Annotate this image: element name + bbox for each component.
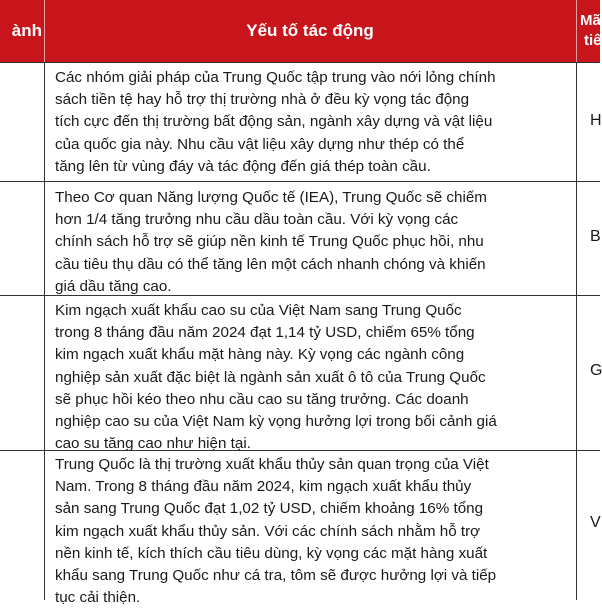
ticker-code: G [590, 362, 602, 379]
factor-text-line: giá dầu tăng cao. [55, 277, 172, 295]
factor-text-line: khẩu sang Trung Quốc như cá tra, tôm sẽ được hưởng lợi và tiếp [55, 567, 497, 585]
table-row [0, 450, 600, 610]
factor-text [55, 67, 570, 178]
header-factor-label: Yếu tố tác động [246, 21, 374, 40]
factor-text-line: trong 8 tháng đầu năm 2024 đạt 1,14 tỷ USD, chiếm 65% tổng [55, 324, 475, 342]
factor-text-line: Trung Quốc là thị trường xuất khẩu thủy sản quan trọng của Việt [55, 456, 489, 473]
header-industry-label: ành [11, 21, 42, 40]
factor-text-line: của quốc gia này. Nhu cầu vật liệu xây dựng như thép có thể [55, 135, 465, 153]
factor-text-line: Theo Cơ quan Năng lượng Quốc tế (IEA), Trung Quốc sẽ chiếm [55, 189, 487, 206]
factor-text-line: Nam. Trong 8 tháng đầu năm 2024, kim ngạch xuất khẩu thủy [55, 478, 472, 496]
factor-text-line: tăng lên từ vùng đáy và tác động đến giá thép toàn cầu. [55, 157, 431, 175]
factor-text-line: hơn 1/4 tăng trưởng nhu cầu dầu toàn cầu. Với kỳ vọng các [55, 211, 459, 229]
factor-text-line: sản sang Trung Quốc đạt 1,02 tỷ USD, chiếm khoảng 16% tổng [55, 500, 484, 518]
header-ticker-cell [576, 0, 600, 62]
factor-text-line: chính sách hỗ trợ sẽ giúp nền kinh tế Trung Quốc phục hồi, nhu [55, 233, 484, 251]
factor-text-line: sẽ phục hồi kéo theo nhu cầu cao su tăng trưởng. Các doanh [55, 390, 469, 408]
factor-text-line: nghiệp sản xuất đặc biệt là ngành sản xuất ô tô của Trung Quốc [55, 368, 486, 386]
header-ticker-label-line1: Mã [580, 12, 601, 29]
factor-text-line: Kim ngạch xuất khẩu cao su của Việt Nam sang Trung Quốc [55, 302, 462, 319]
factor-text-line: nền kinh tế, kích thích cầu tiêu dùng, kỳ vọng các mặt hàng xuất [55, 544, 488, 562]
header-industry-cell [0, 0, 44, 62]
table-header [0, 0, 600, 62]
ticker-code: H [590, 112, 602, 129]
column-divider [576, 62, 577, 600]
factor-text [55, 300, 570, 455]
table-row [0, 295, 602, 453]
header-ticker-label-line2: tiê [584, 32, 602, 49]
header-divider [576, 0, 577, 62]
factor-text [55, 187, 570, 298]
factor-text [55, 454, 570, 609]
header-divider [44, 0, 45, 62]
column-divider [44, 62, 45, 600]
factor-text-line: Các nhóm giải pháp của Trung Quốc tập trung vào nới lỏng chính [55, 69, 496, 86]
table-row [0, 181, 600, 295]
factor-text-line: kim ngạch xuất khẩu thủy sản. Với các chính sách nhằm hỗ trợ [55, 522, 481, 540]
header-factor-cell [44, 0, 576, 62]
factor-text-line: cầu tiêu thụ dầu có thể tăng lên một cách nhanh chóng và khiến [55, 255, 486, 273]
factor-text-line: cao su tăng cao như hiện tại. [55, 435, 251, 453]
factor-text-line: sách tiền tệ hay hỗ trợ thị trường nhà ở đều kỳ vọng tác động [55, 91, 470, 109]
ticker-code: B [590, 228, 601, 245]
factor-text-line: tích cực đến thị trường bất động sản, ngành xây dựng và vật liệu [55, 113, 493, 131]
ticker-code: V [590, 514, 601, 531]
factor-text-line: nghiệp cao su của Việt Nam kỳ vọng hưởng lợi trong bối cảnh giá [55, 413, 497, 431]
factor-text-line: kim ngạch xuất khẩu mặt hàng này. Kỳ vọng các ngành công [55, 346, 465, 364]
factor-text-line: tục cải thiện. [55, 589, 141, 607]
table-row [0, 62, 600, 181]
